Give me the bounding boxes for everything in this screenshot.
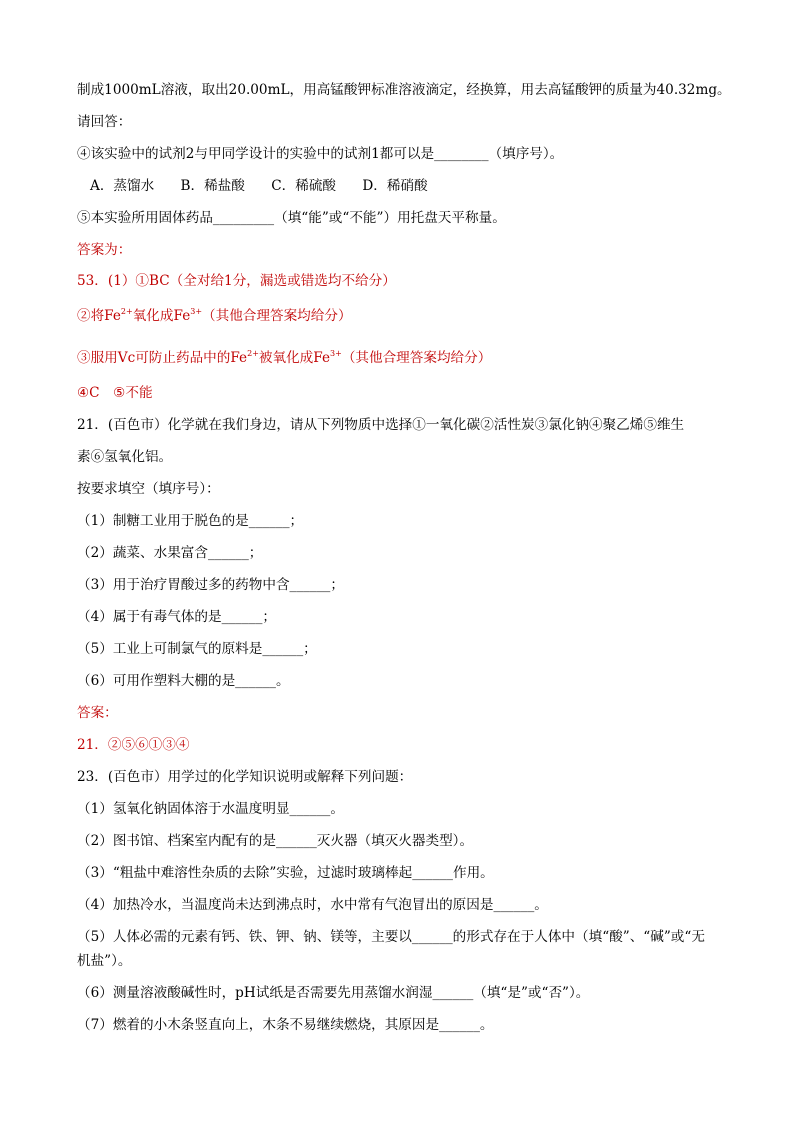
list-item: （4）属于有毒气体的是______； <box>77 609 276 625</box>
answer-label: 答案为： <box>77 242 132 258</box>
answer-line: ④C ⑤不能 <box>77 385 153 401</box>
list-item: （1）制糖工业用于脱色的是______； <box>77 513 304 529</box>
list-item: （5）人体必需的元素有钙、铁、钾、钠、镁等，主要以______的形式存在于人体中（填“酸”、“碱”或“无 <box>77 929 705 945</box>
question-line: ⑤本实验所用固体药品_________（填“能”或“不能”）用托盘天平称量。 <box>77 210 506 226</box>
list-item: （2）蔬菜、水果富含______； <box>77 545 263 561</box>
question-title: 21．(百色市）化学就在我们身边，请从下列物质中选择①一氧化碳②活性炭③氯化钠④聚乙烯⑤维生 <box>77 417 685 433</box>
answer-line: ③服用Vc可防止药品中的$Fe^{2+}$被氧化成$Fe^{3+}$（其他合理答案均给分） <box>77 349 492 366</box>
answer-line: 21．②⑤⑥①③④ <box>77 737 190 753</box>
option-a: A．蒸馏水 <box>90 178 155 194</box>
list-item: （2）图书馆、档案室内配有的是______灭火器（填灭火器类型）。 <box>77 833 474 849</box>
list-item: （4）加热冷水，当温度尚未达到沸点时，水中常有气泡冒出的原因是______。 <box>77 897 548 913</box>
list-item: （1）氢氧化钠固体溶于水温度明显______。 <box>77 801 344 817</box>
list-item: （3）用于治疗胃酸过多的药物中含______； <box>77 577 344 593</box>
text-line: 按要求填空（填序号）： <box>77 481 220 497</box>
text-line: 请回答： <box>77 114 132 130</box>
answer-label: 答案： <box>77 705 118 721</box>
list-item: （6）可用作塑料大棚的是______。 <box>77 673 290 689</box>
list-item: 机盐”）。 <box>77 953 132 969</box>
list-item: （6）测量溶液酸碱性时，pH试纸是否需要先用蒸馏水润湿______（填“是”或“否”）。 <box>77 985 590 1001</box>
list-item: （5）工业上可制氯气的原料是______； <box>77 641 317 657</box>
answer-line: 53．(1）①BC（全对给1分，漏选或错选均不给分） <box>77 273 396 289</box>
options-row <box>90 176 740 196</box>
text-line: 素⑥氢氧化铝。 <box>77 449 173 465</box>
option-d: D．稀硝酸 <box>362 178 428 194</box>
list-item: （7）燃着的小木条竖直向上，木条不易继续燃烧，其原因是______。 <box>77 1017 494 1033</box>
text-line: 制成1000mL溶液，取出20.00mL，用高锰酸钾标准溶液滴定，经换算，用去高锰酸钾的质量为40.32mg。 <box>77 82 731 98</box>
list-item: （3）“粗盐中难溶性杂质的去除”实验，过滤时玻璃棒起______作用。 <box>77 865 494 881</box>
option-c: C．稀硫酸 <box>271 178 337 194</box>
answer-line: ②将$Fe^{2+}$氧化成$Fe^{3+}$（其他合理答案均给分） <box>77 307 352 324</box>
option-b: B．稀盐酸 <box>180 178 245 194</box>
question-title: 23．(百色市）用学过的化学知识说明或解释下列问题： <box>77 769 413 785</box>
question-line: ④该实验中的试剂2与甲同学设计的实验中的试剂1都可以是________（填序号）。 <box>77 146 564 162</box>
